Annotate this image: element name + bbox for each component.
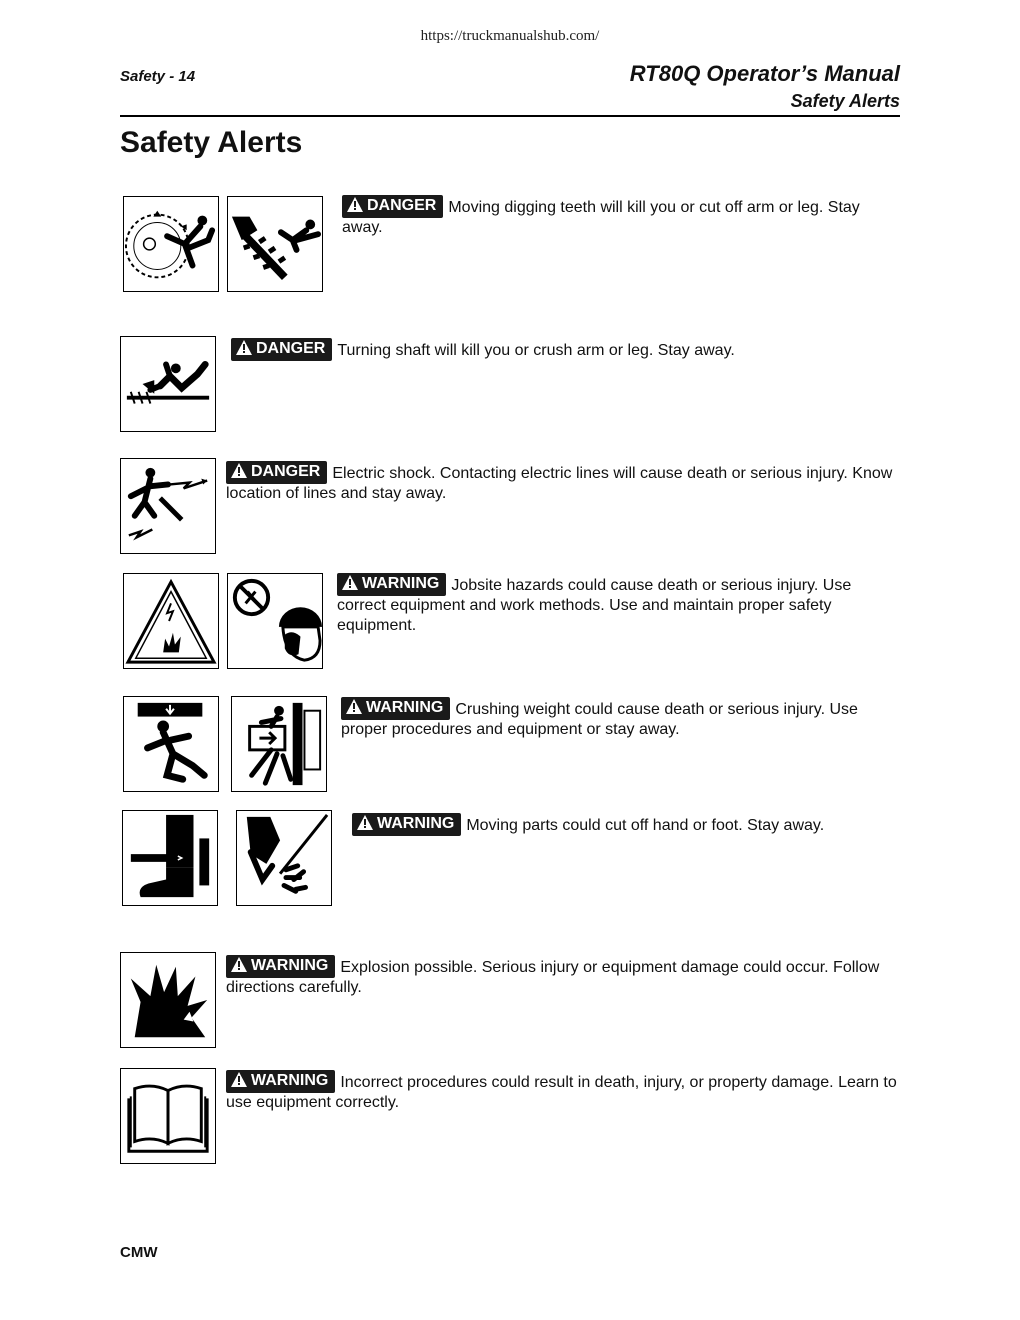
warning-badge: WARNING: [226, 1070, 335, 1093]
alert-text: Jobsite hazards could cause death or serious injury. Use correct equipment and work methods. Use and maintain proper safety equipment.: [337, 577, 852, 634]
electric-shock-icon: [120, 458, 216, 554]
warning-badge: WARNING: [341, 697, 450, 720]
danger-badge: DANGER: [226, 461, 327, 484]
alert-explosion: [226, 955, 900, 998]
alert-triangle-icon: [342, 575, 358, 590]
turning-shaft-icon: [120, 336, 216, 432]
warning-badge: WARNING: [226, 955, 335, 978]
alert-triangle-icon: [231, 463, 247, 478]
alert-text: Incorrect procedures could result in death, injury, or property damage. Learn to use equipment correctly.: [226, 1074, 897, 1111]
danger-badge: DANGER: [342, 195, 443, 218]
alert-incorrect-procedures: [226, 1070, 900, 1113]
alert-triangle-icon: [236, 340, 252, 355]
alert-moving-digging-teeth: [342, 195, 900, 238]
footer-label: CMW: [120, 1244, 158, 1261]
alert-triangle-icon: [347, 197, 363, 212]
page-title: Safety Alerts: [120, 126, 303, 159]
alert-triangle-icon: [231, 957, 247, 972]
header-rule: [120, 115, 900, 117]
alert-moving-parts: [352, 813, 900, 836]
source-url[interactable]: https://truckmanualshub.com/: [420, 28, 600, 44]
page-section-label: Safety - 14: [120, 68, 196, 85]
alert-text: Moving digging teeth will kill you or cut off arm or leg. Stay away.: [342, 199, 860, 236]
alert-triangle-icon: [231, 1072, 247, 1087]
alert-text: Explosion possible. Serious injury or equipment damage could occur. Follow directions carefully.: [226, 959, 880, 996]
alert-crushing-weight: [341, 697, 900, 740]
alert-text: Electric shock. Contacting electric lines will cause death or serious injury. Know location of lines and stay away.: [226, 465, 893, 502]
foot-cut-icon: [122, 810, 218, 906]
alert-electric-shock: [226, 461, 900, 504]
alert-text: Turning shaft will kill you or crush arm or leg. Stay away.: [337, 342, 735, 359]
rotating-teeth-icon: [123, 196, 219, 292]
alert-turning-shaft: [231, 338, 900, 361]
alert-triangle-icon: [357, 815, 373, 830]
subsection-title: Safety Alerts: [790, 91, 900, 111]
hazard-triangle-icon: [123, 573, 219, 669]
alert-text: Moving parts could cut off hand or foot. Stay away.: [466, 817, 825, 834]
crush-between-icon: [231, 696, 327, 792]
warning-badge: WARNING: [337, 573, 446, 596]
safety-equipment-icon: [227, 573, 323, 669]
falling-weight-icon: [123, 696, 219, 792]
explosion-icon: [120, 952, 216, 1048]
digging-chain-icon: [227, 196, 323, 292]
alert-text: Crushing weight could cause death or serious injury. Use proper procedures and equipment or stay away.: [341, 701, 858, 738]
manual-book-icon: [120, 1068, 216, 1164]
hand-cut-icon: [236, 810, 332, 906]
warning-badge: WARNING: [352, 813, 461, 836]
danger-badge: DANGER: [231, 338, 332, 361]
alert-triangle-icon: [346, 699, 362, 714]
alert-jobsite-hazards: [337, 573, 900, 636]
manual-title: RT80Q Operator’s Manual: [629, 61, 900, 86]
